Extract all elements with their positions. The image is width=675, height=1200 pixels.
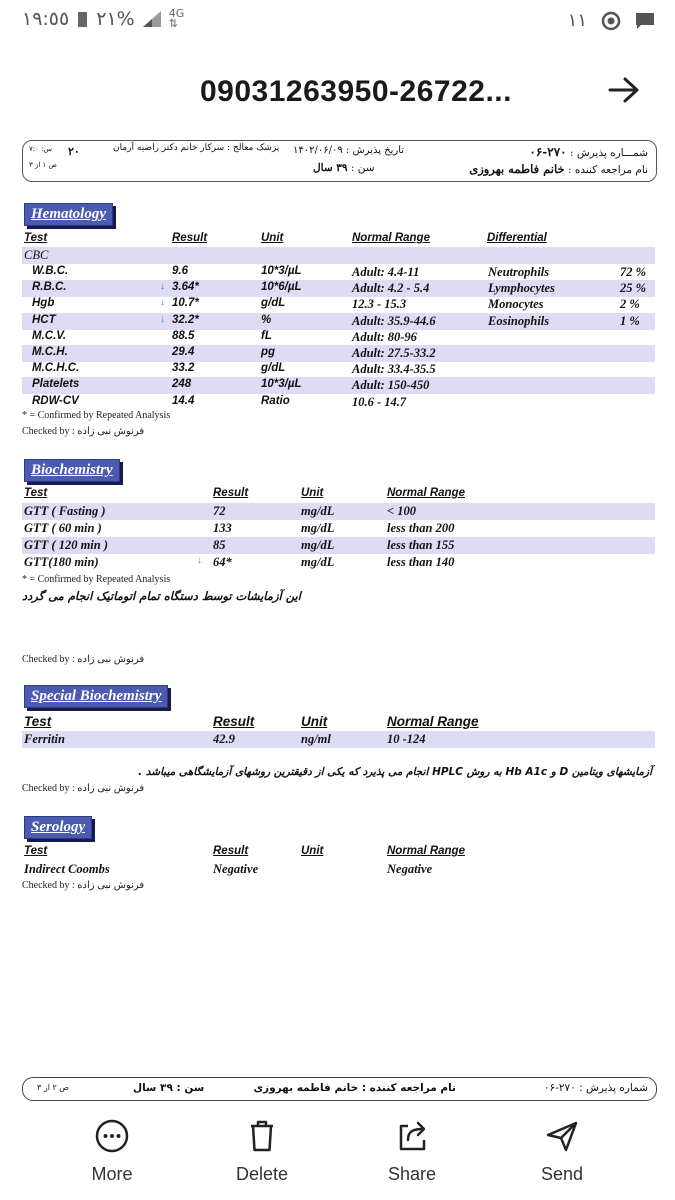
test-result: 42.9 — [213, 732, 235, 746]
test-result: 72 — [213, 504, 226, 518]
test-name: M.C.H. — [32, 346, 68, 358]
test-name: GTT(180 min) — [24, 555, 99, 569]
test-unit: Ratio — [261, 394, 290, 407]
col-range: Normal Range — [387, 714, 479, 729]
test-range: Adult: 4.4-11 — [352, 265, 420, 279]
patient-line: نام مراجعه کننده : خانم فاطمه بهروزی — [469, 162, 648, 176]
test-name: GTT ( 60 min ) — [24, 521, 102, 535]
more-button[interactable] — [57, 1118, 167, 1185]
test-result: Negative — [213, 862, 259, 876]
test-range: < 100 — [387, 504, 416, 518]
test-name: R.B.C. — [32, 281, 67, 294]
age-line: سن : ٣٩ سال — [313, 162, 375, 174]
date-line: تاریخ پذیرش : ١۴٠٢/٠۶/٠٩ — [293, 145, 405, 156]
hematology-confirm-note: * = Confirmed by Repeated Analysis — [22, 410, 171, 421]
test-name: Platelets — [32, 378, 80, 391]
differential-name: Lymphocytes — [488, 281, 555, 296]
col-unit: Unit — [301, 487, 324, 499]
test-result: 33.2 — [172, 362, 195, 375]
trash-icon — [244, 1118, 280, 1154]
test-name: GTT ( Fasting ) — [24, 504, 106, 518]
test-unit: fL — [261, 329, 272, 342]
test-range: Adult: 35.9-44.6 — [352, 313, 436, 328]
test-name: HCT — [32, 313, 56, 326]
special-biochemistry-section-title: Special Biochemistry — [24, 685, 168, 708]
special-checked-by: Checked by : فرنوش نبی زاده — [22, 783, 145, 794]
test-unit: ng/ml — [301, 732, 331, 746]
table-row — [22, 394, 655, 411]
differential-name: Monocytes — [488, 297, 544, 312]
test-range: less than 155 — [387, 538, 455, 552]
table-row — [22, 520, 655, 537]
test-range: Adult: 4.2 - 5.4 — [352, 281, 430, 296]
col-unit: Unit — [261, 232, 284, 244]
test-name: W.B.C. — [32, 265, 69, 277]
report-footer-box — [22, 1077, 657, 1101]
test-unit: pg — [261, 346, 276, 358]
test-range: 12.3 - 15.3 — [352, 297, 407, 312]
test-range: 10 -124 — [387, 732, 426, 746]
battery-icon — [77, 11, 88, 28]
test-name: Hgb — [32, 297, 55, 310]
doctor-line: پزشک معالج : سرکار خانم دکتر راضیه آرمان — [113, 143, 280, 153]
record-icon — [601, 11, 621, 31]
cbc-group-label: CBC — [24, 248, 49, 262]
biochemistry-confirm-note: * = Confirmed by Repeated Analysis — [22, 574, 171, 585]
test-unit: mg/dL — [301, 504, 335, 518]
test-range: Adult: 80-96 — [352, 329, 417, 344]
status-bar-left — [22, 8, 184, 30]
test-range: 10.6 - 14.7 — [352, 394, 407, 409]
col-result: Result — [172, 232, 208, 244]
hematology-section-title: Hematology — [24, 203, 113, 226]
footer-patient: نام مراجعه کننده : خانم فاطمه بهروزی — [253, 1082, 456, 1094]
test-result: 88.5 — [172, 329, 195, 342]
differential-name: Neutrophils — [488, 265, 550, 279]
test-name: Ferritin — [24, 732, 65, 746]
delete-label: Delete — [235, 1164, 289, 1184]
test-result: 14.4 — [172, 394, 195, 407]
delete-button[interactable] — [207, 1118, 317, 1185]
col-range: Normal Range — [352, 232, 430, 244]
test-unit: mg/dL — [301, 538, 335, 552]
notification-count: ١١ — [567, 10, 587, 30]
test-unit: g/dL — [261, 297, 286, 310]
test-name: M.C.H.C. — [32, 362, 80, 375]
table-row — [22, 537, 655, 554]
col-test: Test — [24, 232, 48, 244]
differential-value: 2 % — [620, 297, 640, 312]
test-unit: 10*6/µL — [261, 281, 302, 294]
test-result: 32.2* — [172, 313, 199, 326]
footer-admission: شماره پذیرش : ٢٧٠-٠۶ — [543, 1082, 648, 1094]
test-result: 133 — [213, 521, 232, 535]
table-row — [22, 361, 655, 378]
down-arrow-icon: ↓ — [160, 297, 165, 309]
special-header-row — [22, 714, 655, 730]
table-row — [22, 503, 655, 520]
network-type: 4G ⇅ — [168, 7, 185, 30]
biochemistry-header-row — [22, 487, 655, 503]
code-label: ٢٠ — [68, 145, 80, 158]
col-range: Normal Range — [387, 845, 465, 857]
test-unit: 10*3/µL — [261, 378, 302, 391]
arrow-right-icon — [606, 74, 642, 106]
more-icon — [94, 1118, 130, 1154]
col-range: Normal Range — [387, 487, 465, 499]
biochemistry-checked-by: Checked by : فرنوش نبی زاده — [22, 654, 145, 665]
table-row — [22, 296, 655, 313]
down-arrow-icon: ↓ — [160, 313, 165, 325]
status-time: ١٩:٥٥ — [22, 8, 70, 30]
battery-level: ٢١% — [96, 8, 135, 30]
test-name: M.C.V. — [32, 329, 67, 342]
col-result: Result — [213, 845, 249, 857]
signal-icon — [143, 11, 161, 27]
test-result: 85 — [213, 538, 226, 552]
send-label: Send — [540, 1164, 584, 1184]
table-row — [22, 264, 655, 281]
col-unit: Unit — [301, 845, 324, 857]
page-title: 09031263950-26722... — [200, 75, 512, 108]
col-result: Result — [213, 714, 255, 729]
test-range: less than 140 — [387, 555, 455, 569]
col-test: Test — [24, 714, 52, 729]
serology-header-row — [22, 845, 655, 861]
cbc-group-row — [22, 247, 655, 264]
test-unit: mg/dL — [301, 555, 335, 569]
biochemistry-section-title: Biochemistry — [24, 459, 120, 482]
test-range: less than 200 — [387, 521, 455, 535]
table-row — [22, 377, 655, 394]
differential-value: 1 % — [620, 313, 640, 328]
footer-age: سن : ٣٩ سال — [133, 1082, 205, 1094]
down-arrow-icon: ↓ — [197, 555, 202, 566]
status-bar-right — [568, 10, 655, 31]
more-label: More — [91, 1164, 133, 1184]
col-differential: Differential — [487, 232, 547, 244]
message-icon — [635, 12, 655, 30]
hematology-checked-by: Checked by : فرنوش نبی زاده — [22, 426, 145, 437]
table-row — [22, 280, 655, 297]
automation-note: این آزمایشات توسط دستگاه تمام اتوماتیک انجام می گردد — [22, 589, 301, 603]
report-header-box — [22, 140, 657, 182]
test-range: Adult: 27.5-33.2 — [352, 346, 436, 360]
table-row — [22, 329, 655, 346]
share-icon — [394, 1118, 430, 1154]
table-row — [22, 554, 655, 571]
col-test: Test — [24, 845, 48, 857]
table-row — [22, 313, 655, 330]
admission-line: شمـــاره پذیرش : ٢٧٠-٠۶ — [529, 145, 648, 159]
test-result: 248 — [172, 378, 192, 391]
send-button[interactable] — [507, 1118, 617, 1185]
coombs-row — [22, 861, 655, 878]
share-button[interactable] — [357, 1118, 467, 1185]
test-range: Negative — [387, 862, 433, 876]
test-name: RDW-CV — [32, 394, 79, 407]
test-name: Indirect Coombs — [24, 862, 110, 876]
col-test: Test — [24, 487, 48, 499]
time-small: س: ٧:٠ — [29, 145, 53, 153]
differential-value: 72 % — [620, 265, 647, 279]
test-unit: g/dL — [261, 362, 286, 375]
test-unit: 10*3/µL — [261, 265, 302, 277]
footer-page: ص ٢ از ٣ — [37, 1083, 69, 1092]
col-result: Result — [213, 487, 249, 499]
test-result: 29.4 — [172, 346, 195, 358]
ferritin-row — [22, 731, 655, 748]
serology-checked-by: Checked by : فرنوش نبی زاده — [22, 880, 145, 891]
page-small: ص ١ از ٣ — [29, 161, 58, 169]
test-result: 64* — [213, 555, 232, 569]
send-icon — [544, 1118, 580, 1154]
test-result: 9.6 — [172, 265, 188, 277]
differential-name: Eosinophils — [488, 313, 550, 328]
test-unit: mg/dL — [301, 521, 335, 535]
hplc-note: آزمایشهای ویتامین D و Hb A1c به روش HPLC انجام می پذیرد که یکی از دقیقترین روشهای آزمایشگاهی میباشد . — [138, 766, 652, 778]
serology-section-title: Serology — [24, 816, 92, 839]
forward-button[interactable] — [606, 74, 642, 111]
share-label: Share — [387, 1164, 437, 1184]
col-unit: Unit — [301, 714, 328, 729]
down-arrow-icon: ↓ — [160, 281, 165, 293]
table-row — [22, 345, 655, 362]
hematology-header-row — [22, 232, 655, 248]
differential-value: 25 % — [620, 281, 647, 296]
test-range: Adult: 150-450 — [352, 378, 430, 393]
test-range: Adult: 33.4-35.5 — [352, 362, 436, 377]
test-result: 3.64* — [172, 281, 199, 294]
test-result: 10.7* — [172, 297, 199, 310]
test-name: GTT ( 120 min ) — [24, 538, 109, 552]
test-unit: % — [261, 313, 272, 326]
